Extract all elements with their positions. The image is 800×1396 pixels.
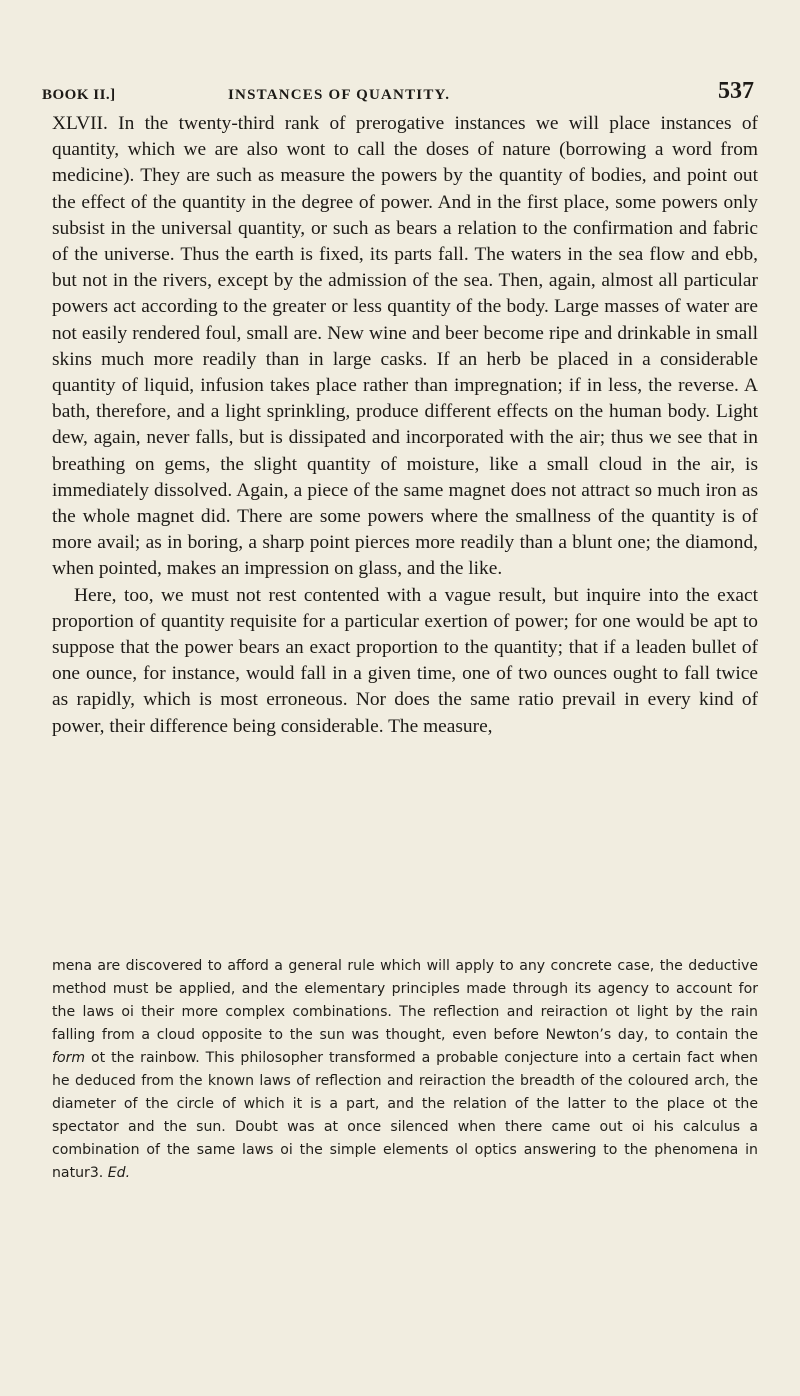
- footnote-text: [52, 955, 758, 1185]
- footnote-editor-signature: Ed.: [107, 1165, 131, 1181]
- footnote: [52, 955, 758, 1185]
- page-number: 537: [718, 78, 754, 104]
- paragraph: XLVII. In the twenty-third rank of prerogative instances we will place instances of quantity, which we are also wont to call the doses of nature (borrowing a word from medicine). They are such as measure the powers by the quantity of bodies, and point out the effect of the quantity in the degree of power. And in the first place, some powers only subsist in the universal quantity, or such as bears a relation to the confirmation and fabric of the universe. Thus the earth is fixed, its parts fall. The waters in the sea flow and ebb, but not in the rivers, except by the admission of the sea. Then, again, almost all particular powers act according to the greater or less quantity of the body. Large masses of water are not easily rendered foul, small are. New wine and beer become ripe and drinkable in small skins much more readily than in large casks. If an herb be placed in a considerable quantity of liquid, infusion takes place rather than impregnation; if in less, the reverse. A bath, therefore, and a light sprinkling, produce different effects on the human body. Light dew, again, never falls, but is dissipated and incorporated with the air; thus we see that in breathing on gems, the slight quantity of moisture, like a small cloud in the air, is immediately dissolved. Again, a piece of the same magnet does not attract so much iron as the whole magnet did. There are some powers where the smallness of the quantity is of more avail; as in boring, a sharp point pierces more readily than a blunt one; the diamond, when pointed, makes an impression on glass, and the like.: [52, 113, 758, 580]
- book-section-label: BOOK II.]: [42, 87, 116, 103]
- main-text: [52, 111, 758, 740]
- footnote-italic-term: form: [52, 1050, 86, 1066]
- running-header: [42, 78, 754, 108]
- footnote-text-start: mena are discovered to afford a general rule which will apply to any concrete case, the deductive method must be applied, and the elementary principles made through its agency to account for the laws oi their more complex combinations. The reflection and reiraction ot light by the rain falling from a cloud opposite to the sun was thought, even before Newton’s day, to contain the: [52, 958, 758, 1043]
- paragraph: Here, too, we must not rest contented with a vague result, but inquire into the exact proportion of quantity requisite for a particular exertion of power; for one would be apt to suppose that the power bears an exact proportion to the quantity; that if a leaden bullet of one ounce, for instance, would fall in a given time, one of two ounces ought to fall twice as rapidly, which is most erroneous. Nor does the same ratio prevail in every kind of power, their difference being considerable. The measure,: [52, 584, 758, 737]
- chapter-title: INSTANCES OF QUANTITY.: [228, 87, 451, 103]
- footnote-text-end: ot the rainbow. This philosopher transformed a probable conjecture into a certain fact when he deduced from the known laws of reflection and reiraction the breadth of the coloured arch, the diameter of the circle of which it is a part, and the relation of the latter to the place ot the spectator and the sun. Doubt was at once silenced when there came out oi his calculus a combination of the same laws oi the simple elements ol optics answering to the phenomena in natur3.: [52, 1050, 758, 1181]
